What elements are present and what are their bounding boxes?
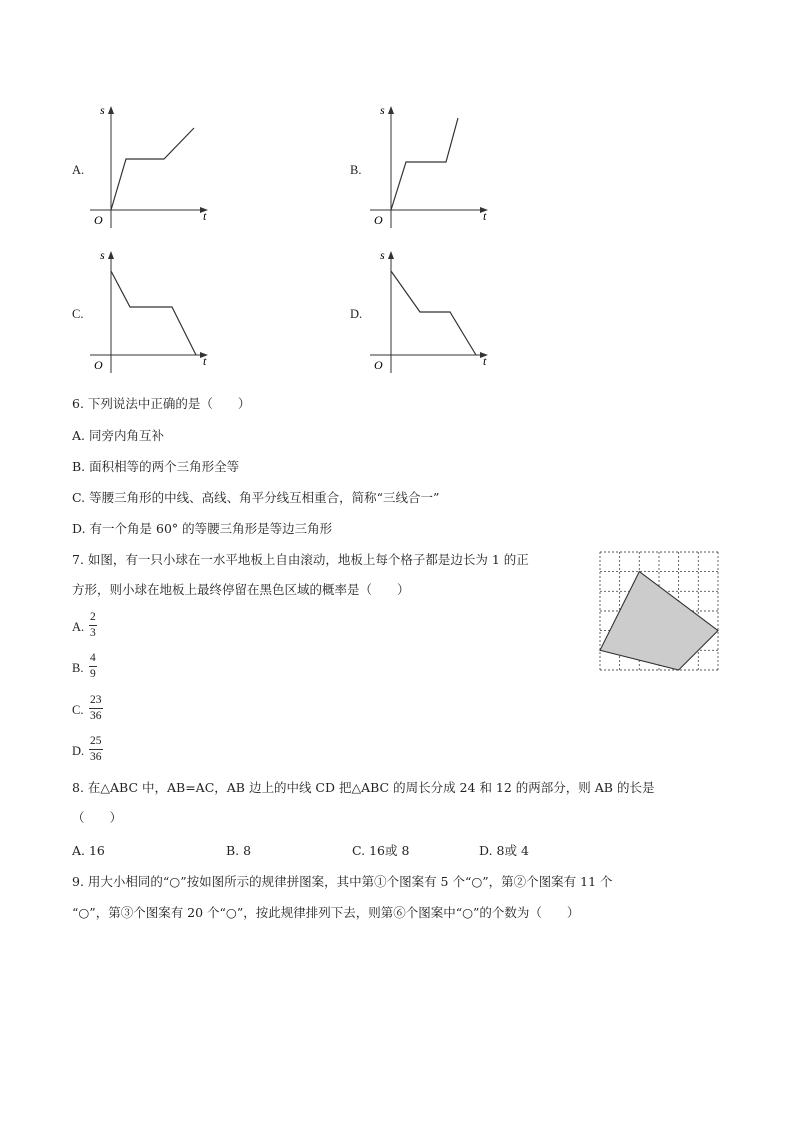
y-axis-label: s [380, 248, 385, 262]
fraction-bar [89, 666, 97, 667]
q8-stem-line1: 8. 在△ABC 中，AB=AC，AB 边上的中线 CD 把△ABC 的周长分成 24 和 12 的两部分，则 AB 的长是 [72, 780, 655, 795]
q7-option-a-fraction [89, 611, 97, 640]
denominator: 36 [90, 751, 102, 763]
graph-a-label: A. [72, 163, 85, 177]
shaded-quadrilateral [600, 572, 718, 670]
denominator: 36 [90, 710, 102, 722]
graph-d-curve [391, 271, 476, 355]
q8-option-a: A. 16 [72, 843, 105, 858]
q7-grid-figure [597, 550, 723, 674]
graph-d-label: D. [350, 307, 363, 321]
fraction-bar [89, 625, 97, 626]
q6-option-c: C. 等腰三角形的中线、高线、角平分线互相重合，简称“三线合一” [72, 490, 440, 505]
denominator: 3 [90, 627, 96, 639]
y-axis-arrow [108, 106, 114, 114]
graph-b [366, 100, 496, 235]
y-axis-arrow [388, 106, 394, 114]
y-axis-arrow [108, 251, 114, 259]
q6-stem: 6. 下列说法中正确的是（ ） [72, 396, 251, 411]
graph-c-label: C. [72, 307, 84, 321]
q7-stem-line2: 方形，则小球在地板上最终停留在黑色区域的概率是（ ） [72, 582, 410, 597]
q6-option-a: A. 同旁内角互补 [72, 428, 164, 443]
q8-option-b: B. 8 [226, 843, 252, 858]
graph-b-label: B. [350, 163, 362, 177]
denominator: 9 [90, 668, 96, 680]
graph-c-curve [111, 271, 196, 355]
numerator: 25 [90, 735, 102, 747]
y-axis-arrow [388, 251, 394, 259]
origin-label: O [374, 358, 383, 372]
q9-stem-line2: “○”，第③个图案有 20 个“○”，按此规律排列下去，则第⑥个图案中“○”的个数为（ ） [72, 905, 580, 920]
y-axis-label: s [100, 103, 105, 117]
numerator: 4 [90, 652, 96, 664]
q8-stem-line2: （ ） [72, 810, 123, 825]
q8-option-d: D. 8或 4 [479, 843, 529, 858]
q6-option-d: D. 有一个角是 60° 的等腰三角形是等边三角形 [72, 521, 333, 536]
q9-stem-line1: 9. 用大小相同的“○”按如图所示的规律拼图案，其中第①个图案有 5 个“○”，第②个图案有 11 个 [72, 874, 613, 889]
fraction-bar [89, 708, 103, 709]
origin-label: O [94, 213, 103, 227]
graph-c [86, 245, 216, 380]
numerator: 2 [90, 611, 96, 623]
q7-option-c-fraction [89, 694, 103, 723]
y-axis-label: s [100, 248, 105, 262]
q7-option-d-label: D. [72, 744, 85, 758]
graph-a [86, 100, 216, 235]
q7-option-c-label: C. [72, 703, 84, 717]
q7-option-b-fraction [89, 652, 97, 681]
q7-option-a-label: A. [72, 620, 85, 634]
graph-a-curve [111, 128, 194, 210]
x-axis-label: t [483, 354, 487, 368]
x-axis-label: t [203, 354, 207, 368]
x-axis-label: t [203, 209, 207, 223]
y-axis-label: s [380, 103, 385, 117]
q8-option-c: C. 16或 8 [352, 843, 410, 858]
graph-b-curve [391, 118, 458, 210]
q7-stem-line1: 7. 如图，有一只小球在一水平地板上自由滚动，地板上每个格子都是边长为 1 的正 [72, 552, 529, 567]
numerator: 23 [90, 694, 102, 706]
q7-option-d-fraction [89, 735, 103, 764]
graph-d [366, 245, 496, 380]
q7-option-b-label: B. [72, 661, 84, 675]
fraction-bar [89, 749, 103, 750]
origin-label: O [374, 213, 383, 227]
origin-label: O [94, 358, 103, 372]
q6-option-b: B. 面积相等的两个三角形全等 [72, 459, 240, 474]
x-axis-label: t [483, 209, 487, 223]
